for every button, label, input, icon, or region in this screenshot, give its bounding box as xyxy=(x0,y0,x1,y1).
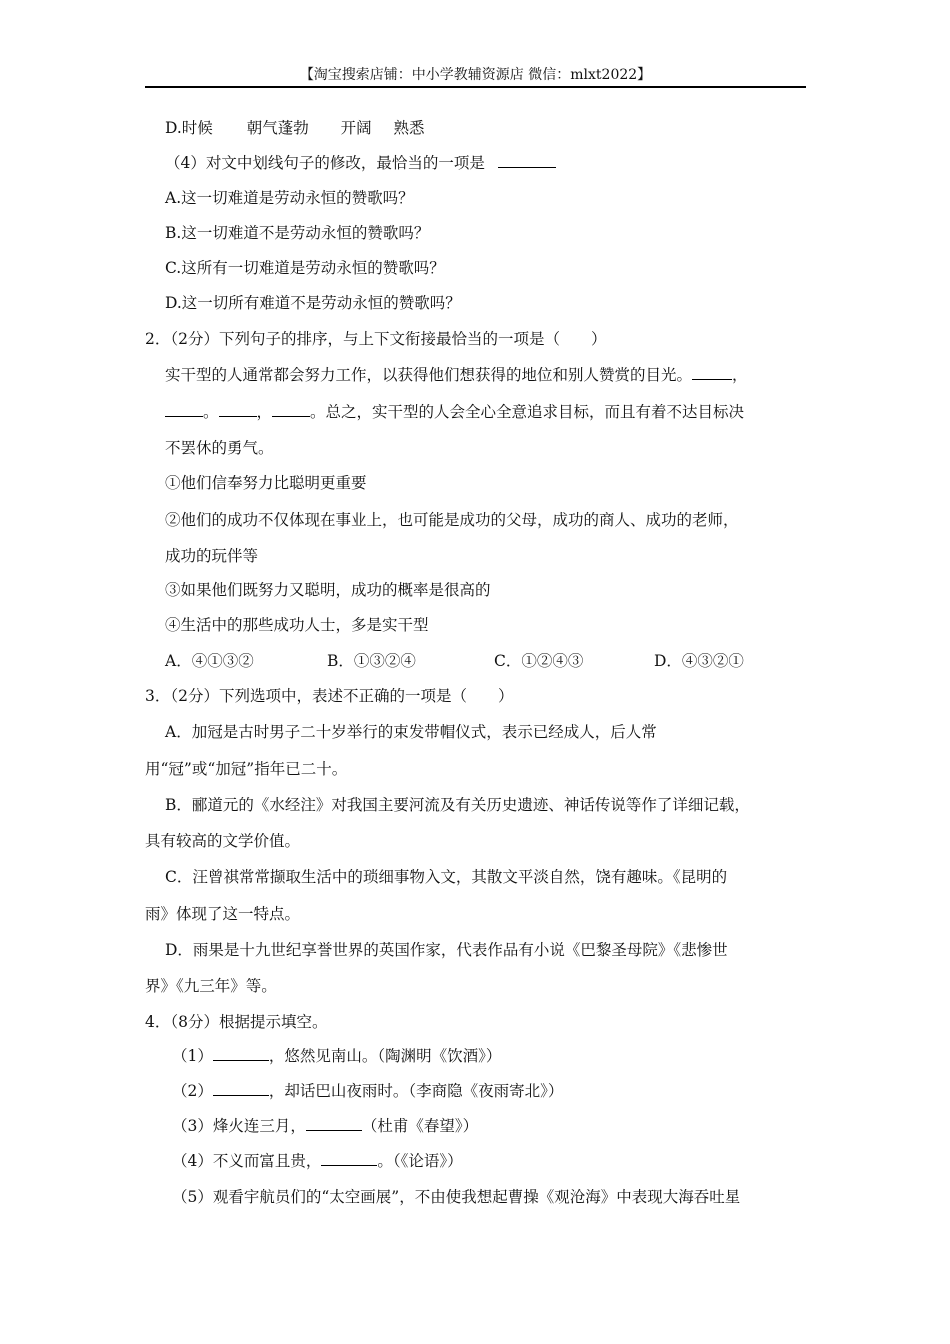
q3-option-a-cont: 用“冠”或“加冠”指年已二十。 xyxy=(145,760,348,778)
q3-option-a: A．加冠是古时男子二十岁举行的束发带帽仪式，表示已经成人，后人常 xyxy=(165,723,657,741)
q4-item-2 xyxy=(172,1080,563,1102)
answer-blank xyxy=(213,1045,269,1061)
q4-item-5: （5）观看宇航员们的“太空画展”，不由使我想起曹操《观沧海》中表现大海吞吐星 xyxy=(172,1188,741,1206)
item-text: （杜甫《春望》） xyxy=(361,1117,479,1135)
q4-item-1 xyxy=(172,1045,501,1067)
answer-blank xyxy=(498,152,556,168)
header-divider xyxy=(145,86,806,88)
q2-option-a: A．④①③② xyxy=(165,652,254,670)
q4-stem: 4．（8分）根据提示填空。 xyxy=(145,1013,328,1031)
q2-option-c: C．①②④③ xyxy=(494,652,584,670)
answer-blank xyxy=(165,401,203,417)
q1-sub4-option-c: C.这所有一切难道是劳动永恒的赞歌吗？ xyxy=(165,259,445,277)
q1-sub4-prompt xyxy=(165,152,556,174)
q2-stem: 2．（2分）下列句子的排序，与上下文衔接最恰当的一项是（ ） xyxy=(145,330,607,348)
punctuation: ， xyxy=(256,403,273,421)
answer-blank xyxy=(219,401,257,417)
answer-blank xyxy=(213,1080,269,1096)
item-text: 。（《论语》） xyxy=(377,1152,463,1170)
q3-option-b: B．郦道元的《水经注》对我国主要河流及有关历史遗迹、神话传说等作了详细记载， xyxy=(165,796,750,814)
page-header: 【淘宝搜索店铺：中小学教辅资源店 微信：mlxt2022】 xyxy=(299,67,652,83)
q3-stem: 3．（2分）下列选项中，表述不正确的一项是（ ） xyxy=(145,687,514,705)
q1-sub4-text: （4）对文中划线句子的修改，最恰当的一项是 xyxy=(165,154,485,172)
punctuation: 。 xyxy=(203,403,219,421)
q1-option-d-label: D.时候 xyxy=(165,119,213,137)
q1-option-d xyxy=(165,117,424,139)
item-number: （4） xyxy=(172,1152,213,1170)
q2-item-1: ①他们信奉努力比聪明更重要 xyxy=(165,474,367,492)
q2-option-d: D．④③②① xyxy=(654,652,744,670)
q2-item-2-cont: 成功的玩伴等 xyxy=(165,547,259,565)
punctuation: ， xyxy=(732,366,748,384)
q2-item-3: ③如果他们既努力又聪明，成功的概率是很高的 xyxy=(165,581,491,599)
item-number: （2） xyxy=(172,1082,213,1100)
item-number: （1） xyxy=(172,1047,213,1065)
q3-option-d: D．雨果是十九世纪享誉世界的英国作家，代表作品有小说《巴黎圣母院》《悲惨世 xyxy=(165,941,728,959)
item-text: ，悠然见南山。（陶渊明《饮酒》） xyxy=(268,1047,502,1065)
q1-sub4-option-b: B.这一切难道不是劳动永恒的赞歌吗？ xyxy=(165,224,430,242)
q2-passage-line2 xyxy=(165,401,744,423)
q2-passage-text: 。总之，实干型的人会全心全意追求目标，而且有着不达目标决 xyxy=(310,403,745,421)
q3-option-b-cont: 具有较高的文学价值。 xyxy=(145,832,301,850)
q1-sub4-option-d: D.这一切所有难道不是劳动永恒的赞歌吗？ xyxy=(165,294,461,312)
q3-option-c: C．汪曾祺常常撷取生活中的琐细事物入文，其散文平淡自然，饶有趣味。《昆明的 xyxy=(165,868,728,886)
q2-passage-text: 实干型的人通常都会努力工作，以获得他们想获得的地位和别人赞赏的目光。 xyxy=(165,366,693,384)
q1-option-d-word: 熟悉 xyxy=(393,119,425,137)
q3-option-d-cont: 界》《九三年》等。 xyxy=(145,977,277,995)
answer-blank xyxy=(306,1115,362,1131)
item-text: 烽火连三月， xyxy=(212,1117,306,1135)
q2-passage-line3: 不罢休的勇气。 xyxy=(165,439,274,457)
q4-item-3 xyxy=(172,1115,478,1137)
answer-blank xyxy=(321,1150,377,1166)
answer-blank xyxy=(272,401,310,417)
item-text: ，却话巴山夜雨时。（李商隐《夜雨寄北》） xyxy=(268,1082,564,1100)
q1-option-d-word: 开阔 xyxy=(340,119,372,137)
q2-passage-line1 xyxy=(165,364,748,386)
q2-option-b: B．①③②④ xyxy=(327,652,416,670)
item-text: 不义而富且贵， xyxy=(212,1152,322,1170)
q1-sub4-option-a: A.这一切难道是劳动永恒的赞歌吗？ xyxy=(165,189,414,207)
q2-options xyxy=(165,650,744,672)
q1-option-d-word: 朝气蓬勃 xyxy=(246,119,309,137)
q2-item-2: ②他们的成功不仅体现在事业上，也可能是成功的父母，成功的商人、成功的老师， xyxy=(165,511,739,529)
q4-item-4 xyxy=(172,1150,463,1172)
answer-blank xyxy=(692,364,732,380)
item-number: （3） xyxy=(172,1117,213,1135)
q3-option-c-cont: 雨》体现了这一特点。 xyxy=(145,905,301,923)
q2-item-4: ④生活中的那些成功人士，多是实干型 xyxy=(165,616,429,634)
